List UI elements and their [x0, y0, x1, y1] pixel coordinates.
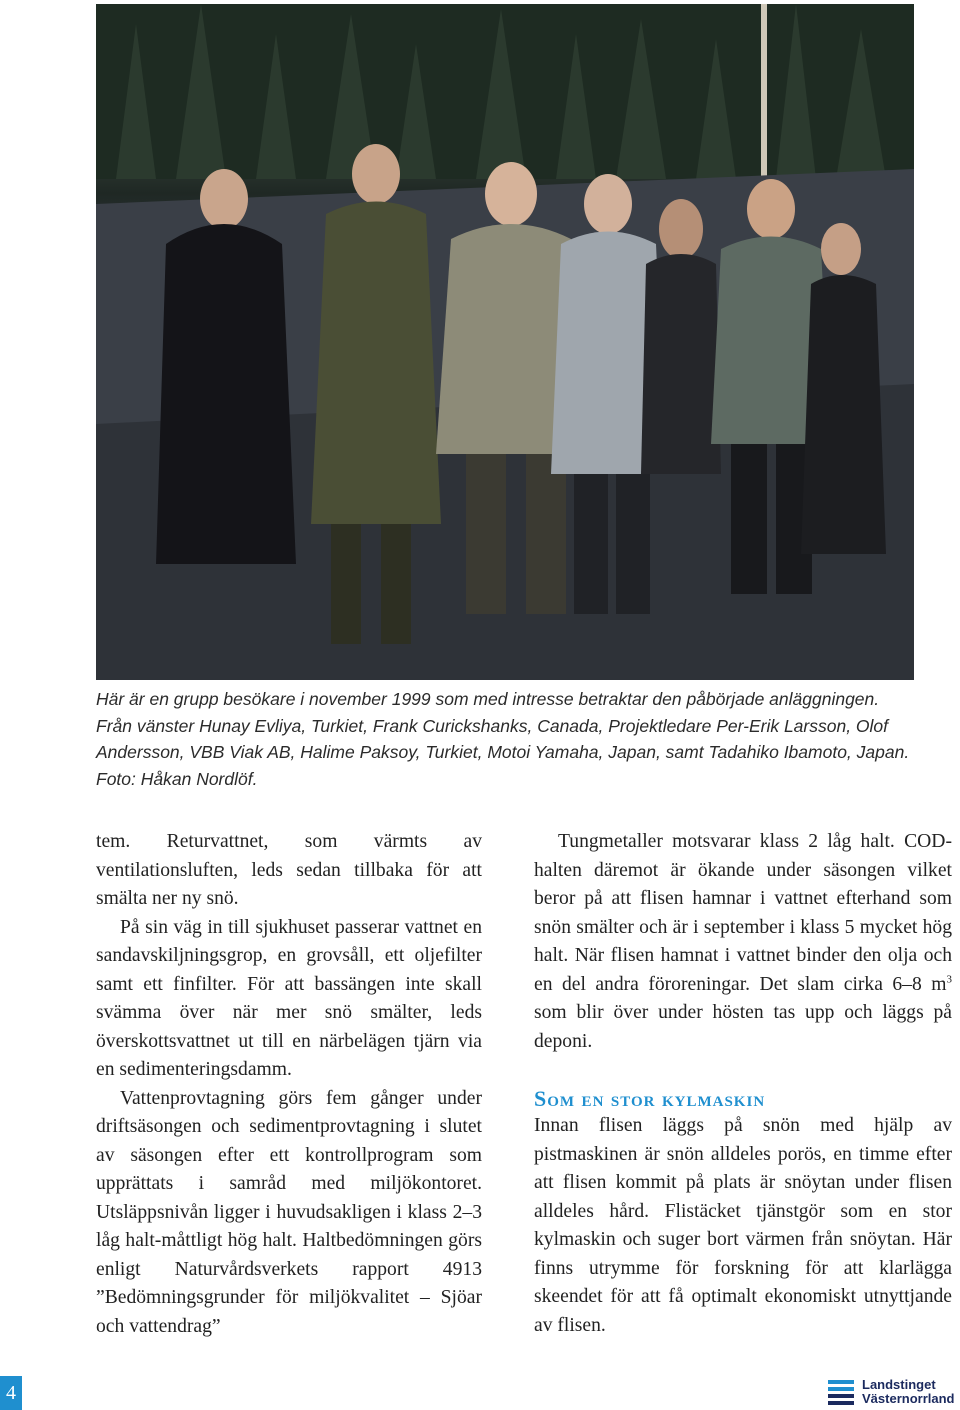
logo-line-1: Landstinget	[862, 1377, 936, 1392]
photo-illustration	[96, 4, 914, 680]
right-paragraph-2: Innan flisen läggs på snön med hjälp av pistmaskinen är snön alldeles porös, en timme efter att flisen kommit på plats är snöytan under flisen alldeles hård. Flistäcket tjänstgör som en stor kylmaskin och suger bort värmen från snöytan. Här finns utrymme för forskning för att klarlägga skeendet för att få optimalt ekonomiskt utnyttjande av flisen.	[534, 1115, 952, 1336]
group-of-visitors-photo	[96, 4, 914, 680]
logo-line-2: Västernorrland	[862, 1391, 955, 1406]
left-paragraph-1: tem. Returvattnet, som värmts av ventilationsluften, leds sedan tillbaka för att smälta ner ny snö.	[96, 831, 482, 909]
right-paragraph-1	[534, 828, 952, 1056]
left-paragraph-3: Vattenprovtagning görs fem gånger under driftsäsongen och sedimentprovtagning i slutet av säsongen efter ett kontrollprogram som upprättats i samråd med miljökontoret. Utsläppsnivån ligger i huvudsakligen i klass 2–3 låg halt-måttligt hög halt. Haltbedömningen görs enligt Naturvårdsverkets rapport 4913 ”Bedömningsgrunder för miljökvalitet – Sjöar och vattendrag”	[96, 1087, 482, 1337]
right-column	[534, 828, 952, 1340]
right-paragraph-1-tail: som blir över under hösten tas upp och läggs på deponi.	[534, 1002, 952, 1052]
landstinget-logo-icon	[826, 1378, 856, 1406]
section-heading: Som en stor kylmaskin	[534, 1086, 766, 1111]
photo-caption: Här är en grupp besökare i november 1999 som med intresse betraktar den påbörjade anläggningen. Från vänster Hunay Evliya, Turkiet, Frank Curickshanks, Canada, Projektledare Per-Erik Larsson, Olof Andersson, VBB Viak AB, Halime Paksoy, Turkiet, Motoi Yamaha, Japan, samt Tadahiko Ibamoto, Japan. Foto: Håkan Nordlöf.	[96, 689, 910, 789]
page-number: 4	[0, 1376, 22, 1410]
landstinget-logo	[826, 1378, 954, 1406]
left-column	[96, 828, 482, 1341]
right-paragraph-1-text: Tungmetaller motsvarar klass 2 låg halt. COD-halten däremot är ökande under säsongen vilket beror på att flisen hamnar i vattnet efterhand som snön smälter och är i september i klass 5 mycket hög halt. När flisen hamnat i vattnet binder den olja och en del andra föroreningar. Det slam cirka 6–8 m	[534, 831, 952, 995]
left-paragraph-2: På sin väg in till sjukhuset passerar vattnet en sandavskiljningsgrop, en grovsåll, ett oljefilter samt ett finfilter. För att bassängen inte skall svämma över när mer snö smälter, leds överskottsvattnet ut till en närbelägen tjärn via en sedimenteringsdamm.	[96, 916, 482, 1080]
cubic-superscript: 3	[946, 972, 952, 985]
